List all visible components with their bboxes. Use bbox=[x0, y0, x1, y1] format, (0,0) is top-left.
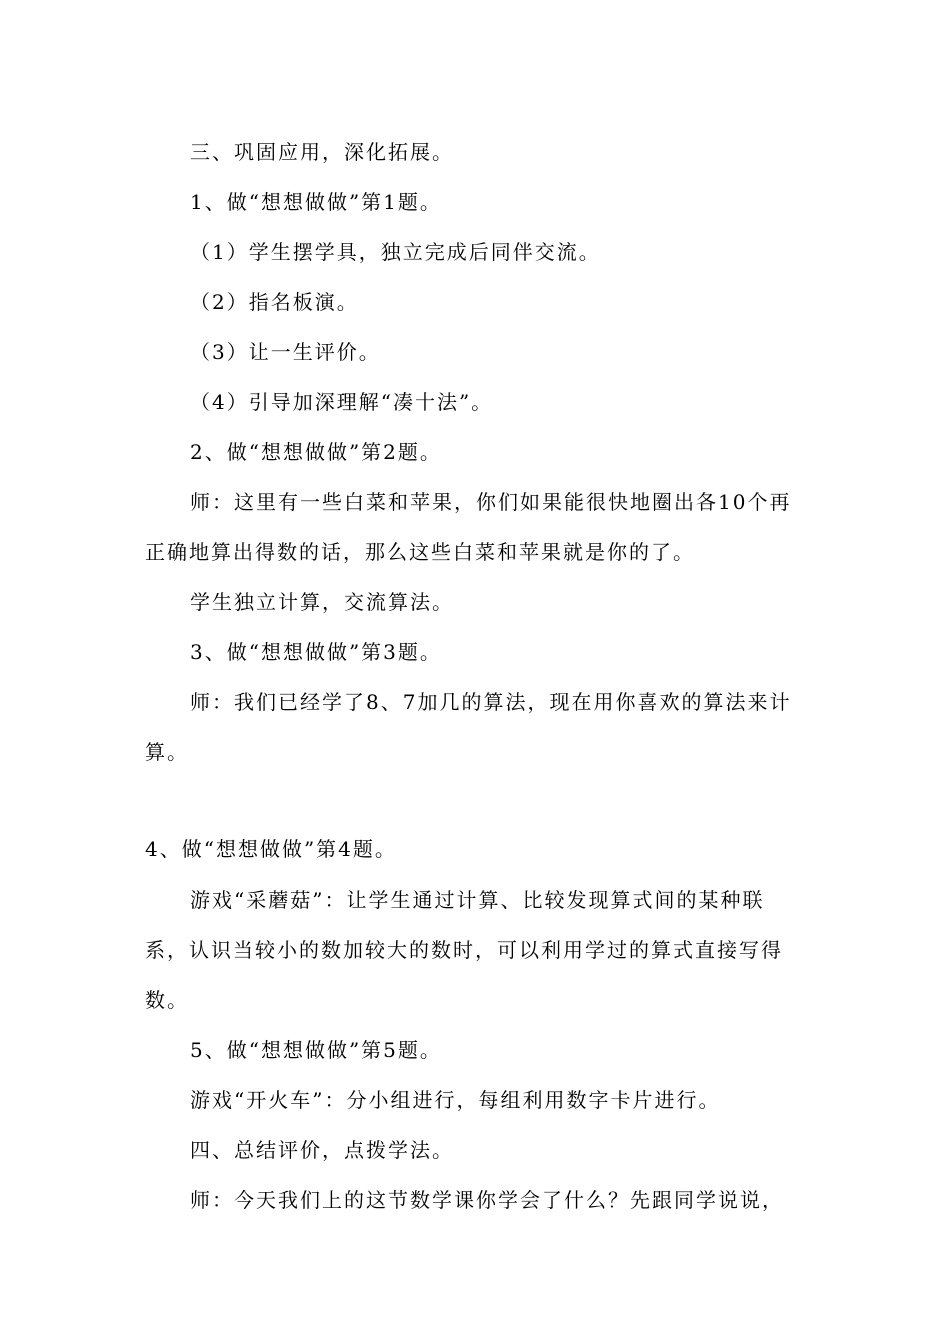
paragraph-line: 游戏“采蘑菇”：让学生通过计算、比较发现算式间的某种联 bbox=[190, 888, 765, 912]
paragraph-line: 数。 bbox=[145, 988, 189, 1012]
paragraph-line: 师：今天我们上的这节数学课你学会了什么？先跟同学说说， bbox=[190, 1188, 784, 1212]
paragraph-line: 师：我们已经学了8、7加几的算法，现在用你喜欢的算法来计 bbox=[190, 690, 792, 714]
step-item: （2）指名板演。 bbox=[190, 290, 359, 314]
paragraph-line: 学生独立计算，交流算法。 bbox=[190, 590, 454, 614]
exercise-heading: 1、做“想想做做”第1题。 bbox=[190, 190, 442, 214]
exercise-heading: 4、做“想想做做”第4题。 bbox=[145, 837, 397, 861]
paragraph-line: 算。 bbox=[145, 740, 189, 764]
step-item: （3）让一生评价。 bbox=[190, 340, 381, 364]
section-heading: 三、巩固应用，深化拓展。 bbox=[190, 140, 454, 164]
paragraph-line: 正确地算出得数的话，那么这些白菜和苹果就是你的了。 bbox=[145, 540, 695, 564]
exercise-heading: 3、做“想想做做”第3题。 bbox=[190, 640, 442, 664]
section-heading: 四、总结评价，点拨学法。 bbox=[190, 1138, 454, 1162]
paragraph-line: 师：这里有一些白菜和苹果，你们如果能很快地圈出各10个再 bbox=[190, 490, 792, 514]
exercise-heading: 5、做“想想做做”第5题。 bbox=[190, 1038, 442, 1062]
step-item: （1）学生摆学具，独立完成后同伴交流。 bbox=[190, 240, 601, 264]
exercise-heading: 2、做“想想做做”第2题。 bbox=[190, 440, 442, 464]
paragraph-line: 系，认识当较小的数加较大的数时，可以利用学过的算式直接写得 bbox=[145, 938, 783, 962]
paragraph-line: 游戏“开火车”：分小组进行，每组利用数字卡片进行。 bbox=[190, 1088, 721, 1112]
step-item: （4）引导加深理解“凑十法”。 bbox=[190, 390, 494, 414]
